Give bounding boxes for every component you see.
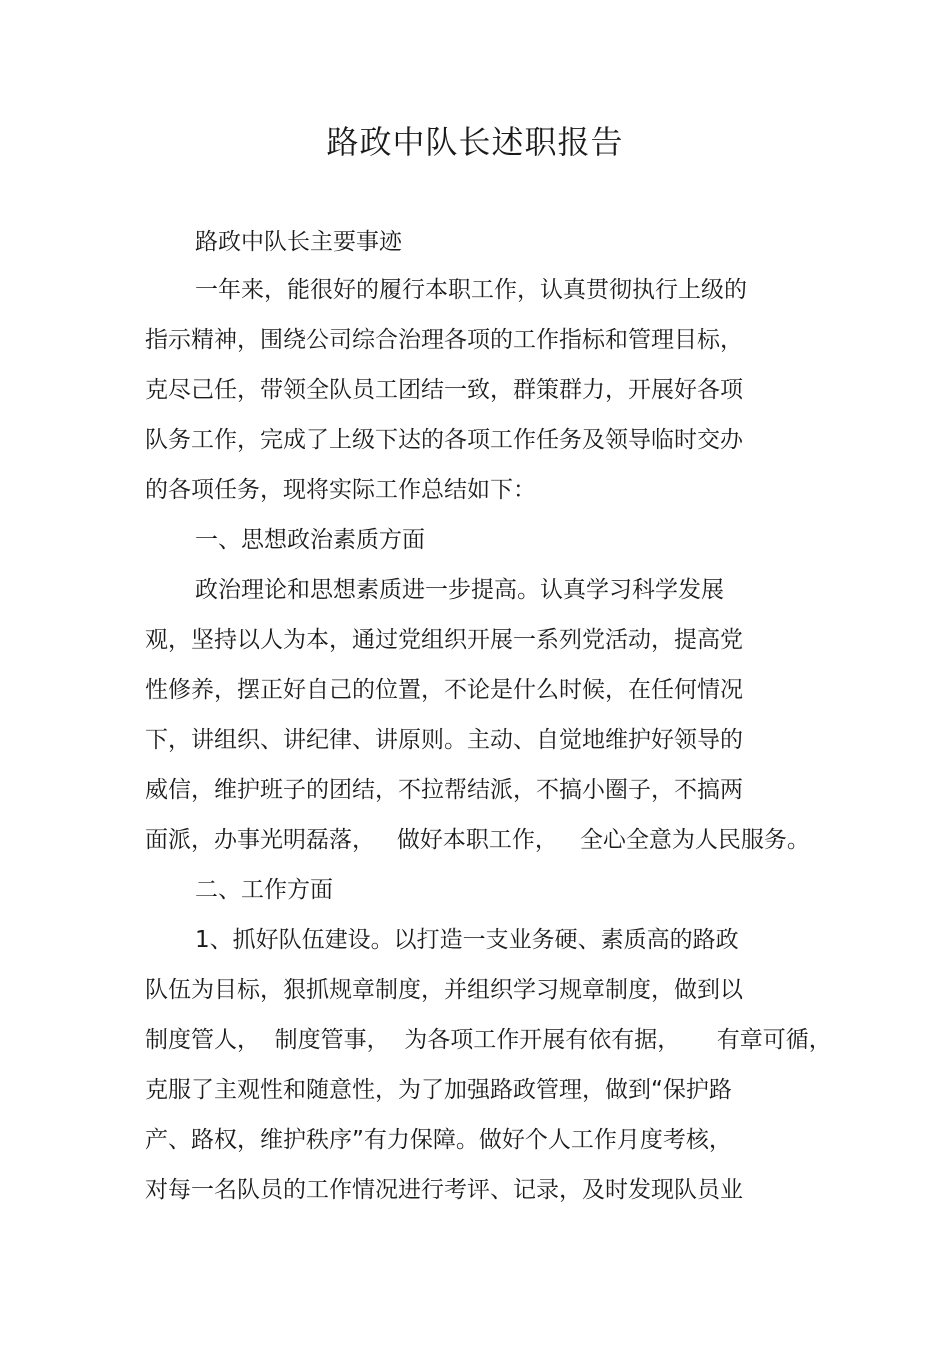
- paragraph-line: 威信，维护班子的团结，不拉帮结派，不搞小圈子，不搞两: [145, 777, 743, 803]
- paragraph-line: 对每一名队员的工作情况进行考评、记录，及时发现队员业: [145, 1177, 743, 1203]
- paragraph-line: 下，讲组织、讲纪律、讲原则。主动、自觉地维护好领导的: [145, 727, 743, 753]
- paragraph-line: 克服了主观性和随意性，为了加强路政管理，做到“保护路: [145, 1077, 732, 1103]
- paragraph-line: 一年来，能很好的履行本职工作，认真贯彻执行上级的: [195, 277, 747, 303]
- paragraph-line: 观，坚持以人为本，通过党组织开展一系列党活动，提高党: [145, 627, 743, 653]
- section-heading: 一、思想政治素质方面: [195, 527, 425, 553]
- paragraph-line: 队务工作，完成了上级下达的各项工作任务及领导临时交办: [145, 427, 743, 453]
- paragraph-line: 面派，办事光明磊落， 做好本职工作， 全心全意为人民服务。: [145, 827, 810, 853]
- paragraph-line: 1、抓好队伍建设。以打造一支业务硬、素质高的路政: [195, 927, 739, 953]
- paragraph-line: 政治理论和思想素质进一步提高。认真学习科学发展: [195, 577, 724, 603]
- paragraph-line: 性修养，摆正好自己的位置，不论是什么时候，在任何情况: [145, 677, 743, 703]
- document-title: 路政中队长述职报告: [326, 123, 624, 161]
- paragraph-line: 队伍为目标，狠抓规章制度，并组织学习规章制度，做到以: [145, 977, 743, 1003]
- paragraph-line: 的各项任务，现将实际工作总结如下：: [145, 477, 536, 503]
- section-heading: 二、工作方面: [195, 877, 333, 903]
- paragraph-line: 产、路权，维护秩序”有力保障。做好个人工作月度考核，: [145, 1127, 732, 1153]
- paragraph-line: 指示精神，围绕公司综合治理各项的工作指标和管理目标，: [145, 327, 743, 353]
- paragraph-line: 制度管人， 制度管事， 为各项工作开展有依有据， 有章可循，: [145, 1027, 832, 1053]
- paragraph-line: 克尽己任，带领全队员工团结一致，群策群力，开展好各项: [145, 377, 743, 403]
- section-heading: 路政中队长主要事迹: [195, 229, 402, 255]
